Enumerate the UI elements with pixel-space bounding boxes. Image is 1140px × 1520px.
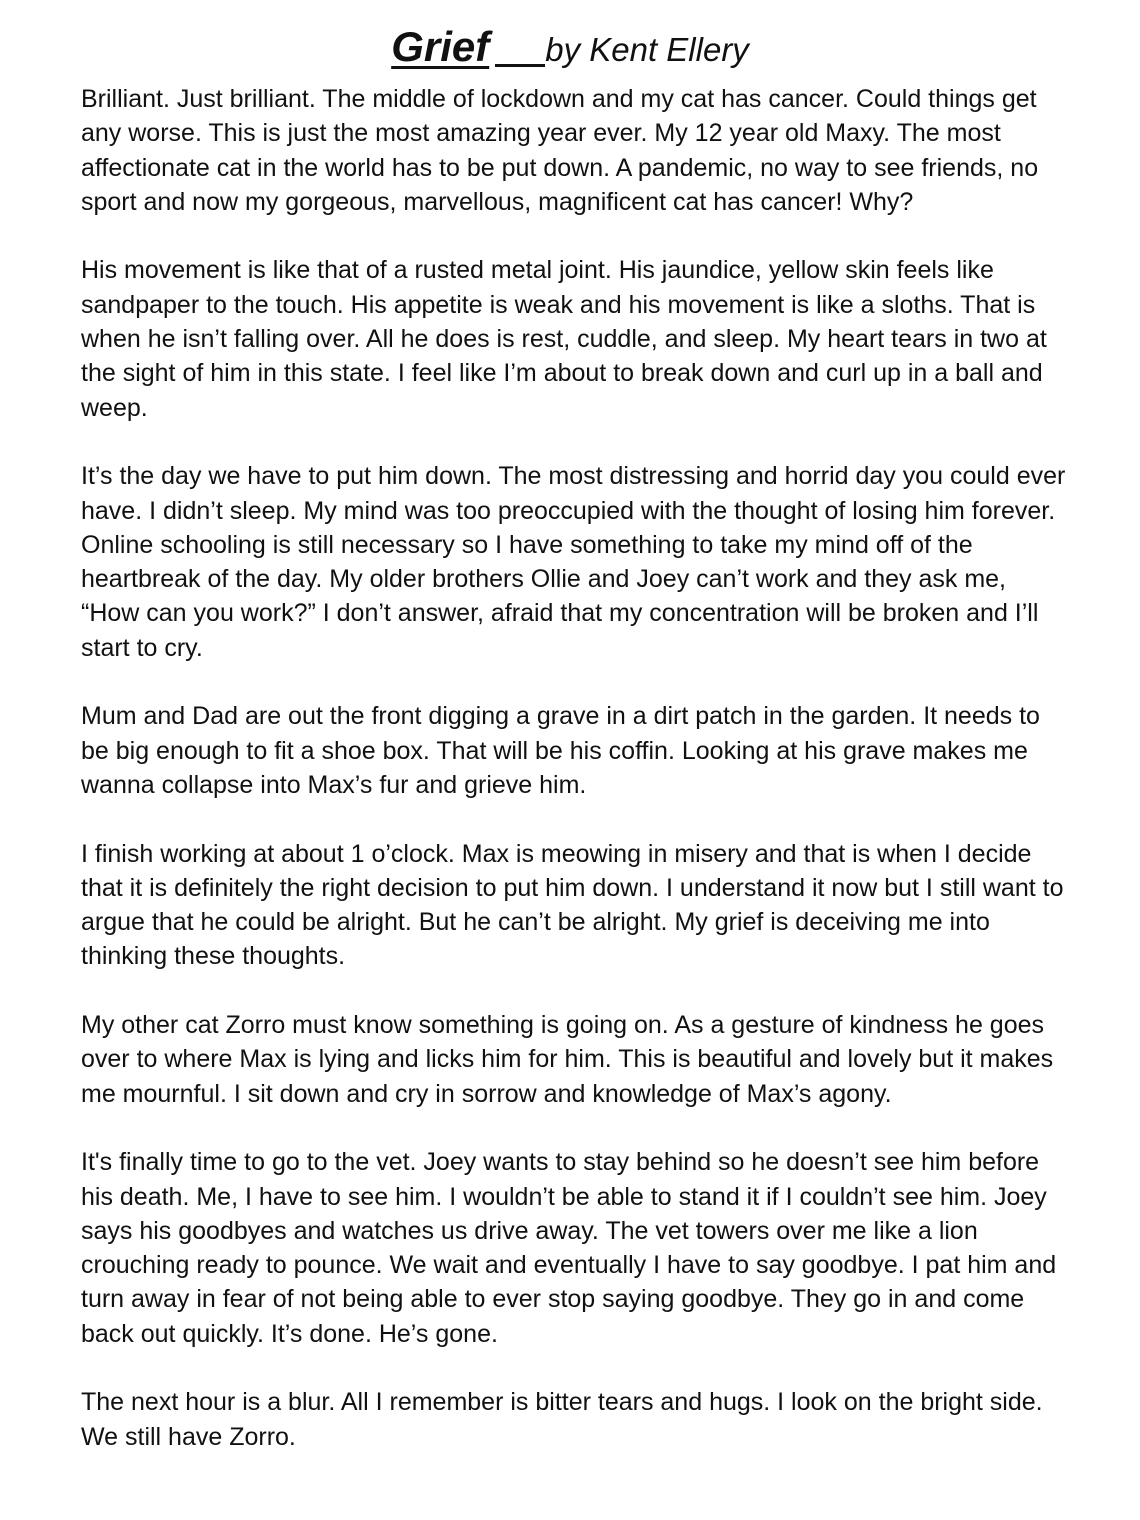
paragraph-7: It's finally time to go to the vet. Joey wants to stay behind so he doesn’t see him before his death. Me, I have to see him. I wouldn’t be able to stand it if I couldn’t see him. Joey says his goodbyes and watches us drive away. The vet towers over me like a lion crouching ready to pounce. We wait and eventually I have to say goodbye. I pat him and turn away in fear of not being able to ever stop saying goodbye. They go in and come back out quickly. It’s done. He’s gone.	[81, 1148, 1057, 1348]
paragraph-5: I finish working at about 1 o’clock. Max is meowing in misery and that is when I decide that it is definitely the right decision to put him down. I understand it now but I still want to argue that he could be alright. But he can’t be alright. My grief is deceiving me into thinking these thoughts.	[81, 839, 1064, 971]
paragraph-8: The next hour is a blur. All I remember is bitter tears and hugs. I look on the bright side. We still have Zorro.	[81, 1388, 1043, 1451]
paragraph-6: My other cat Zorro must know something is going on. As a gesture of kindness he goes over to where Max is lying and licks him for him. This is beautiful and lovely but it makes me mournful. I sit down and cry in sorrow and knowledge of Max’s agony.	[81, 1011, 1054, 1108]
paragraph-1: Brilliant. Just brilliant. The middle of lockdown and my cat has cancer. Could things get any worse. This is just the most amazing year ever. My 12 year old Maxy. The most affectionate cat in the world has to be put down. A pandemic, no way to see friends, no sport and now my gorgeous, marvellous, magnificent cat has cancer! Why?	[81, 85, 1039, 216]
title-underline-gap	[495, 63, 545, 67]
story-byline: by Kent Ellery	[545, 31, 749, 68]
story-body	[81, 82, 1071, 1454]
story-title: Grief	[391, 23, 490, 70]
paragraph-3: It’s the day we have to put him down. The most distressing and horrid day you could ever have. I didn’t sleep. My mind was too preoccupied with the thought of losing him forever. Online schooling is still necessary so I have something to take my mind off of the heartbreak of the day. My older brothers Ollie and Joey can’t work and they ask me, “How can you work?” I don’t answer, afraid that my concentration will be broken and I’ll start to cry.	[81, 462, 1066, 662]
paragraph-4: Mum and Dad are out the front digging a grave in a dirt patch in the garden. It needs to be big enough to fit a shoe box. That will be his coffin. Looking at his grave makes me wanna collapse into Max’s fur and grieve him.	[81, 702, 1040, 799]
title-line	[0, 23, 1140, 70]
paragraph-2: His movement is like that of a rusted metal joint. His jaundice, yellow skin feels like sandpaper to the touch. His appetite is weak and his movement is like a sloths. That is when he isn’t falling over. All he does is rest, cuddle, and sleep. My heart tears in two at the sight of him in this state. I feel like I’m about to break down and curl up in a ball and weep.	[81, 256, 1047, 422]
